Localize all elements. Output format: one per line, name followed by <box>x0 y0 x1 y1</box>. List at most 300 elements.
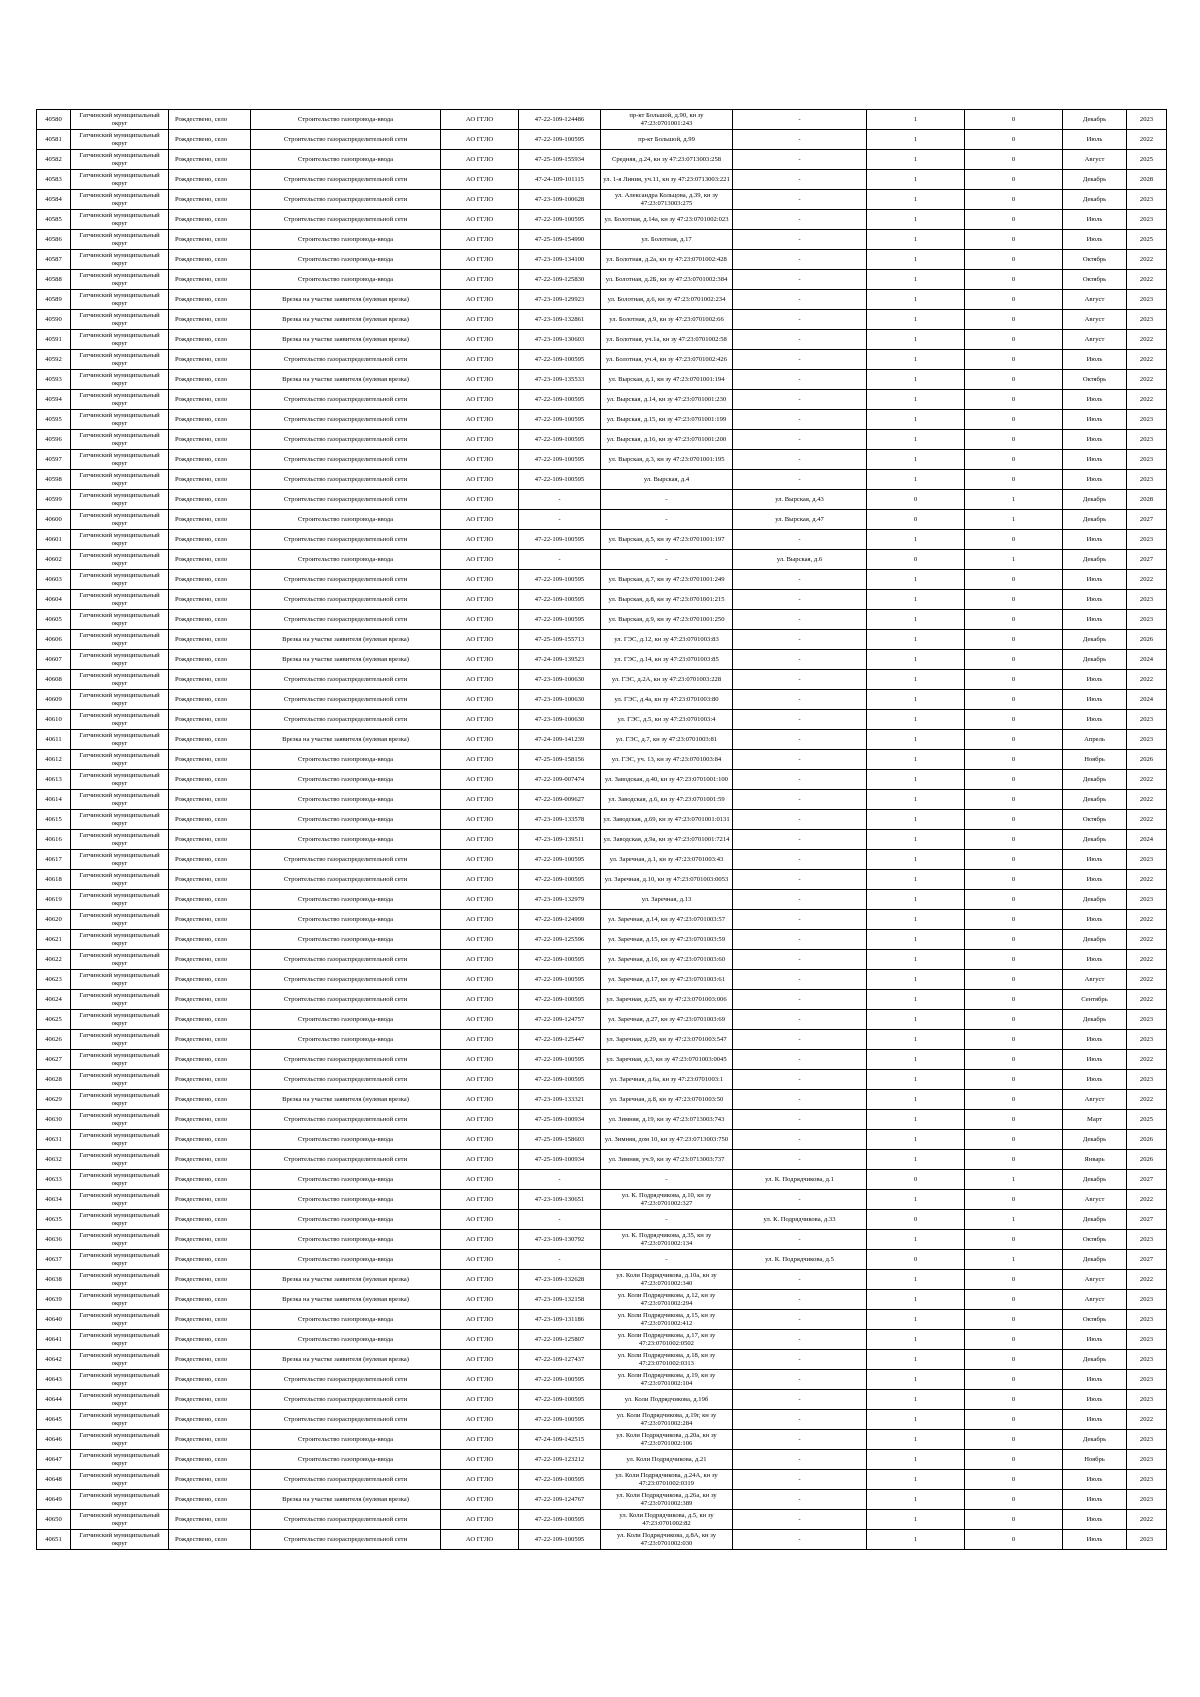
cell-org: АО ГГЛО <box>441 190 519 210</box>
cell-num: 40649 <box>37 1490 71 1510</box>
cell-work: Строительство газораспределительной сети <box>251 1150 441 1170</box>
cell-settlement: Рождествено, село <box>169 1030 251 1050</box>
table-row <box>37 890 1167 910</box>
cell-num: 40604 <box>37 590 71 610</box>
cell-q2: 0 <box>965 230 1063 250</box>
table-row <box>37 210 1167 230</box>
cell-settlement: Рождествено, село <box>169 1190 251 1210</box>
cell-district: Гатчинский муниципальный округ <box>71 570 169 590</box>
cell-district: Гатчинский муниципальный округ <box>71 1310 169 1330</box>
cell-settlement: Рождествено, село <box>169 1250 251 1270</box>
cell-month: Июль <box>1063 850 1127 870</box>
cell-q2: 0 <box>965 730 1063 750</box>
cell-month: Июль <box>1063 1410 1127 1430</box>
cell-month: Декабрь <box>1063 190 1127 210</box>
cell-district: Гатчинский муниципальный округ <box>71 1150 169 1170</box>
cell-work: Строительство газопровода-ввода <box>251 1310 441 1330</box>
cell-q1: 1 <box>867 430 965 450</box>
cell-year: 2027 <box>1127 550 1167 570</box>
cell-year: 2022 <box>1127 910 1167 930</box>
cell-year: 2022 <box>1127 370 1167 390</box>
cell-ticket: 47-23-109-130792 <box>519 1230 601 1250</box>
cell-q1: 1 <box>867 730 965 750</box>
cell-work: Строительство газораспределительной сети <box>251 850 441 870</box>
cell-address_new: ул. К. Подрядчикова, д.33 <box>733 1210 867 1230</box>
table-row <box>37 990 1167 1010</box>
cell-year: 2024 <box>1127 650 1167 670</box>
cell-settlement: Рождествено, село <box>169 250 251 270</box>
cell-work: Строительство газораспределительной сети <box>251 1390 441 1410</box>
cell-q1: 1 <box>867 850 965 870</box>
table-row <box>37 1230 1167 1250</box>
cell-q2: 0 <box>965 810 1063 830</box>
cell-num: 40622 <box>37 950 71 970</box>
cell-month: Июль <box>1063 690 1127 710</box>
cell-month: Июль <box>1063 670 1127 690</box>
cell-work: Строительство газораспределительной сети <box>251 690 441 710</box>
cell-address_new: - <box>733 1370 867 1390</box>
cell-month: Декабрь <box>1063 170 1127 190</box>
cell-month: Июль <box>1063 1490 1127 1510</box>
cell-address: ул. К. Подрядчикова, д.35, кн зу 47:23:0701002:134 <box>601 1230 733 1250</box>
table-row <box>37 730 1167 750</box>
cell-settlement: Рождествено, село <box>169 850 251 870</box>
cell-q1: 1 <box>867 1470 965 1490</box>
cell-district: Гатчинский муниципальный округ <box>71 1490 169 1510</box>
cell-year: 2023 <box>1127 210 1167 230</box>
cell-address: ул. Болотная, д.14а, кн зу 47:23:0701002:023 <box>601 210 733 230</box>
cell-q1: 1 <box>867 1230 965 1250</box>
cell-q2: 0 <box>965 1290 1063 1310</box>
table-row <box>37 1050 1167 1070</box>
cell-district: Гатчинский муниципальный округ <box>71 1230 169 1250</box>
cell-ticket: 47-23-109-134100 <box>519 250 601 270</box>
cell-address_new: - <box>733 1050 867 1070</box>
cell-month: Июль <box>1063 870 1127 890</box>
cell-settlement: Рождествено, село <box>169 1070 251 1090</box>
cell-q2: 0 <box>965 150 1063 170</box>
table-row <box>37 610 1167 630</box>
cell-address_new: - <box>733 870 867 890</box>
cell-org: АО ГГЛО <box>441 1250 519 1270</box>
cell-q2: 0 <box>965 310 1063 330</box>
cell-num: 40587 <box>37 250 71 270</box>
cell-q2: 0 <box>965 930 1063 950</box>
cell-ticket: 47-25-109-158603 <box>519 1130 601 1150</box>
table-row <box>37 550 1167 570</box>
cell-num: 40624 <box>37 990 71 1010</box>
cell-address: ул. Вырская, д.15, кн зу 47:23:0701001:199 <box>601 410 733 430</box>
cell-num: 40639 <box>37 1290 71 1310</box>
cell-month: Октябрь <box>1063 270 1127 290</box>
cell-q1: 1 <box>867 450 965 470</box>
cell-org: АО ГГЛО <box>441 650 519 670</box>
cell-address_new: - <box>733 1110 867 1130</box>
cell-month: Июль <box>1063 450 1127 470</box>
cell-num: 40590 <box>37 310 71 330</box>
cell-num: 40640 <box>37 1310 71 1330</box>
cell-ticket: 47-22-109-100595 <box>519 1530 601 1550</box>
cell-org: АО ГГЛО <box>441 1170 519 1190</box>
cell-year: 2022 <box>1127 930 1167 950</box>
cell-work: Строительство газораспределительной сети <box>251 1510 441 1530</box>
cell-work: Строительство газораспределительной сети <box>251 1070 441 1090</box>
cell-num: 40601 <box>37 530 71 550</box>
cell-address_new: - <box>733 850 867 870</box>
cell-org: АО ГГЛО <box>441 750 519 770</box>
cell-year: 2027 <box>1127 1170 1167 1190</box>
cell-work: Врезка на участке заявителя (нулевая врезка) <box>251 1350 441 1370</box>
table-row <box>37 1310 1167 1330</box>
cell-org: АО ГГЛО <box>441 490 519 510</box>
table-row <box>37 970 1167 990</box>
cell-ticket: 47-23-109-132158 <box>519 1290 601 1310</box>
cell-org: АО ГГЛО <box>441 970 519 990</box>
cell-address: ул. Коли Подрядчикова, д.5, кн зу 47:23:0701002:82 <box>601 1510 733 1530</box>
table-row <box>37 1210 1167 1230</box>
cell-q1: 1 <box>867 1390 965 1410</box>
cell-district: Гатчинский муниципальный округ <box>71 930 169 950</box>
cell-year: 2022 <box>1127 1510 1167 1530</box>
cell-address: ул. Заречная, д.25, кн зу 47:23:0701003:006 <box>601 990 733 1010</box>
cell-q1: 1 <box>867 910 965 930</box>
cell-settlement: Рождествено, село <box>169 670 251 690</box>
cell-q1: 1 <box>867 830 965 850</box>
table-row <box>37 1130 1167 1150</box>
cell-q1: 1 <box>867 1510 965 1530</box>
cell-year: 2022 <box>1127 950 1167 970</box>
cell-settlement: Рождествено, село <box>169 1010 251 1030</box>
cell-org: АО ГГЛО <box>441 610 519 630</box>
cell-org: АО ГГЛО <box>441 590 519 610</box>
cell-q2: 0 <box>965 570 1063 590</box>
cell-org: АО ГГЛО <box>441 1470 519 1490</box>
cell-address_new: - <box>733 290 867 310</box>
cell-num: 40617 <box>37 850 71 870</box>
cell-address_new: - <box>733 450 867 470</box>
cell-ticket: 47-25-109-100934 <box>519 1110 601 1130</box>
cell-num: 40630 <box>37 1110 71 1130</box>
cell-address_new: - <box>733 270 867 290</box>
cell-district: Гатчинский муниципальный округ <box>71 1190 169 1210</box>
cell-settlement: Рождествено, село <box>169 890 251 910</box>
cell-q1: 1 <box>867 470 965 490</box>
cell-q2: 1 <box>965 1170 1063 1190</box>
cell-settlement: Рождествено, село <box>169 610 251 630</box>
cell-ticket: 47-22-109-100595 <box>519 590 601 610</box>
cell-address_new: - <box>733 1510 867 1530</box>
cell-org: АО ГГЛО <box>441 150 519 170</box>
cell-address_new: - <box>733 990 867 1010</box>
cell-year: 2022 <box>1127 350 1167 370</box>
cell-month: Ноябрь <box>1063 1450 1127 1470</box>
cell-q1: 1 <box>867 570 965 590</box>
cell-q1: 1 <box>867 770 965 790</box>
cell-month: Декабрь <box>1063 930 1127 950</box>
cell-q2: 0 <box>965 1510 1063 1530</box>
cell-district: Гатчинский муниципальный округ <box>71 510 169 530</box>
cell-year: 2027 <box>1127 510 1167 530</box>
cell-settlement: Рождествено, село <box>169 1410 251 1430</box>
cell-work: Строительство газопровода-ввода <box>251 930 441 950</box>
cell-ticket: - <box>519 1250 601 1270</box>
cell-district: Гатчинский муниципальный округ <box>71 1210 169 1230</box>
cell-year: 2023 <box>1127 1310 1167 1330</box>
cell-ticket: 47-23-109-100630 <box>519 710 601 730</box>
cell-district: Гатчинский муниципальный округ <box>71 1130 169 1150</box>
cell-q2: 0 <box>965 370 1063 390</box>
cell-year: 2023 <box>1127 1450 1167 1470</box>
cell-district: Гатчинский муниципальный округ <box>71 1050 169 1070</box>
cell-address_new: - <box>733 190 867 210</box>
cell-work: Строительство газопровода-ввода <box>251 1430 441 1450</box>
cell-work: Врезка на участке заявителя (нулевая врезка) <box>251 330 441 350</box>
cell-address_new: - <box>733 590 867 610</box>
cell-district: Гатчинский муниципальный округ <box>71 1410 169 1430</box>
cell-work: Строительство газораспределительной сети <box>251 170 441 190</box>
cell-month: Июль <box>1063 390 1127 410</box>
cell-settlement: Рождествено, село <box>169 730 251 750</box>
cell-org: АО ГГЛО <box>441 670 519 690</box>
cell-district: Гатчинский муниципальный округ <box>71 630 169 650</box>
cell-year: 2027 <box>1127 1210 1167 1230</box>
table-row <box>37 450 1167 470</box>
table-row <box>37 170 1167 190</box>
cell-q2: 0 <box>965 410 1063 430</box>
cell-num: 40608 <box>37 670 71 690</box>
cell-org: АО ГГЛО <box>441 470 519 490</box>
cell-num: 40606 <box>37 630 71 650</box>
cell-district: Гатчинский муниципальный округ <box>71 990 169 1010</box>
cell-org: АО ГГЛО <box>441 370 519 390</box>
cell-address: ул. 1-я Линия, уч.11, кн зу 47:23:0713003:221 <box>601 170 733 190</box>
cell-q1: 1 <box>867 870 965 890</box>
cell-num: 40615 <box>37 810 71 830</box>
cell-month: Октябрь <box>1063 1230 1127 1250</box>
table-row <box>37 1390 1167 1410</box>
table-row <box>37 1190 1167 1210</box>
cell-num: 40589 <box>37 290 71 310</box>
cell-month: Август <box>1063 970 1127 990</box>
cell-ticket: 47-25-109-155934 <box>519 150 601 170</box>
cell-num: 40602 <box>37 550 71 570</box>
cell-ticket: 47-23-109-133578 <box>519 810 601 830</box>
cell-work: Строительство газопровода-ввода <box>251 1330 441 1350</box>
cell-address_new: - <box>733 350 867 370</box>
cell-year: 2022 <box>1127 770 1167 790</box>
cell-district: Гатчинский муниципальный округ <box>71 150 169 170</box>
cell-district: Гатчинский муниципальный округ <box>71 130 169 150</box>
cell-address_new: - <box>733 1310 867 1330</box>
cell-month: Июль <box>1063 1050 1127 1070</box>
cell-address_new: - <box>733 570 867 590</box>
cell-settlement: Рождествено, село <box>169 930 251 950</box>
cell-year: 2022 <box>1127 810 1167 830</box>
cell-q1: 1 <box>867 790 965 810</box>
cell-ticket: 47-22-109-100595 <box>519 530 601 550</box>
cell-address: ул. Коли Подрядчикова, д.17, кн зу 47:23:0701002:0502 <box>601 1330 733 1350</box>
cell-org: АО ГГЛО <box>441 330 519 350</box>
cell-address: ул. Заводская, д.9а, кн зу 47:23:0701001:7214 <box>601 830 733 850</box>
cell-work: Строительство газопровода-ввода <box>251 1170 441 1190</box>
cell-settlement: Рождествено, село <box>169 650 251 670</box>
cell-address_new: - <box>733 690 867 710</box>
cell-org: АО ГГЛО <box>441 550 519 570</box>
cell-ticket: 47-22-109-100595 <box>519 1510 601 1530</box>
cell-month: Декабрь <box>1063 110 1127 130</box>
table-row <box>37 830 1167 850</box>
cell-settlement: Рождествено, село <box>169 870 251 890</box>
cell-district: Гатчинский муниципальный округ <box>71 1010 169 1030</box>
cell-ticket: - <box>519 1170 601 1190</box>
cell-address_new: - <box>733 970 867 990</box>
table-row <box>37 250 1167 270</box>
cell-work: Строительство газопровода-ввода <box>251 770 441 790</box>
cell-district: Гатчинский муниципальный округ <box>71 430 169 450</box>
cell-address_new: - <box>733 790 867 810</box>
cell-q1: 1 <box>867 1350 965 1370</box>
cell-q1: 1 <box>867 610 965 630</box>
cell-work: Строительство газопровода-ввода <box>251 750 441 770</box>
table-row <box>37 650 1167 670</box>
cell-q1: 1 <box>867 1530 965 1550</box>
cell-year: 2022 <box>1127 250 1167 270</box>
cell-address_new: - <box>733 390 867 410</box>
cell-num: 40607 <box>37 650 71 670</box>
cell-ticket: 47-22-109-124767 <box>519 1490 601 1510</box>
cell-num: 40629 <box>37 1090 71 1110</box>
cell-org: АО ГГЛО <box>441 1070 519 1090</box>
cell-q1: 1 <box>867 750 965 770</box>
cell-q2: 0 <box>965 330 1063 350</box>
table-row <box>37 270 1167 290</box>
cell-org: АО ГГЛО <box>441 1270 519 1290</box>
cell-num: 40612 <box>37 750 71 770</box>
table-row <box>37 630 1167 650</box>
cell-settlement: Рождествено, село <box>169 1210 251 1230</box>
cell-year: 2022 <box>1127 1270 1167 1290</box>
cell-org: АО ГГЛО <box>441 1310 519 1330</box>
cell-org: АО ГГЛО <box>441 1490 519 1510</box>
cell-q2: 0 <box>965 850 1063 870</box>
cell-ticket: 47-22-109-100595 <box>519 1390 601 1410</box>
cell-month: Декабрь <box>1063 510 1127 530</box>
cell-q2: 0 <box>965 1150 1063 1170</box>
cell-address_new: - <box>733 1290 867 1310</box>
cell-q1: 0 <box>867 510 965 530</box>
table-row <box>37 1150 1167 1170</box>
cell-settlement: Рождествено, село <box>169 350 251 370</box>
cell-address_new: - <box>733 610 867 630</box>
cell-org: АО ГГЛО <box>441 130 519 150</box>
cell-settlement: Рождествено, село <box>169 450 251 470</box>
cell-org: АО ГГЛО <box>441 1290 519 1310</box>
cell-settlement: Рождествено, село <box>169 630 251 650</box>
cell-settlement: Рождествено, село <box>169 830 251 850</box>
cell-q1: 1 <box>867 270 965 290</box>
cell-year: 2023 <box>1127 1290 1167 1310</box>
cell-ticket: 47-22-109-125830 <box>519 270 601 290</box>
cell-q2: 1 <box>965 490 1063 510</box>
cell-district: Гатчинский муниципальный округ <box>71 1430 169 1450</box>
cell-work: Врезка на участке заявителя (нулевая врезка) <box>251 1090 441 1110</box>
cell-address_new: - <box>733 950 867 970</box>
cell-district: Гатчинский муниципальный округ <box>71 470 169 490</box>
cell-ticket: - <box>519 490 601 510</box>
cell-district: Гатчинский муниципальный округ <box>71 1390 169 1410</box>
cell-address: ул. Зимняя, дом 10, кн зу 47:23:0713003:750 <box>601 1130 733 1150</box>
cell-work: Строительство газораспределительной сети <box>251 1110 441 1130</box>
cell-q2: 0 <box>965 430 1063 450</box>
cell-month: Декабрь <box>1063 1210 1127 1230</box>
cell-settlement: Рождествено, село <box>169 390 251 410</box>
cell-address_new: - <box>733 890 867 910</box>
cell-month: Декабрь <box>1063 490 1127 510</box>
cell-address: ул. Вырская, д.9, кн зу 47:23:0701001:250 <box>601 610 733 630</box>
cell-address_new: - <box>733 1490 867 1510</box>
cell-num: 40592 <box>37 350 71 370</box>
cell-q1: 1 <box>867 590 965 610</box>
cell-work: Строительство газопровода-ввода <box>251 510 441 530</box>
cell-district: Гатчинский муниципальный округ <box>71 970 169 990</box>
cell-org: АО ГГЛО <box>441 910 519 930</box>
cell-month: Декабрь <box>1063 830 1127 850</box>
cell-q2: 0 <box>965 790 1063 810</box>
cell-num: 40593 <box>37 370 71 390</box>
cell-address_new: - <box>733 1330 867 1350</box>
cell-address: ул. Вырская, д.14, кн зу 47:23:0701001:230 <box>601 390 733 410</box>
cell-q1: 1 <box>867 930 965 950</box>
cell-month: Январь <box>1063 1150 1127 1170</box>
cell-work: Строительство газопровода-ввода <box>251 230 441 250</box>
cell-settlement: Рождествено, село <box>169 990 251 1010</box>
cell-q1: 1 <box>867 990 965 1010</box>
cell-ticket: 47-22-109-100595 <box>519 130 601 150</box>
table-row <box>37 510 1167 530</box>
cell-ticket: 47-24-109-142515 <box>519 1430 601 1450</box>
cell-address: ул. Болотная, д.17 <box>601 230 733 250</box>
cell-district: Гатчинский муниципальный округ <box>71 890 169 910</box>
cell-district: Гатчинский муниципальный округ <box>71 1070 169 1090</box>
cell-address_new: - <box>733 530 867 550</box>
cell-q1: 1 <box>867 950 965 970</box>
cell-num: 40646 <box>37 1430 71 1450</box>
cell-year: 2023 <box>1127 1030 1167 1050</box>
cell-address: ул. ГЭС, д.7, кн зу 47:23:0701003:81 <box>601 730 733 750</box>
table-row <box>37 1450 1167 1470</box>
cell-num: 40584 <box>37 190 71 210</box>
cell-num: 40619 <box>37 890 71 910</box>
cell-district: Гатчинский муниципальный округ <box>71 390 169 410</box>
cell-q2: 1 <box>965 550 1063 570</box>
cell-q2: 0 <box>965 1070 1063 1090</box>
cell-address_new: - <box>733 410 867 430</box>
cell-org: АО ГГЛО <box>441 1530 519 1550</box>
cell-month: Июль <box>1063 130 1127 150</box>
cell-district: Гатчинский муниципальный округ <box>71 1270 169 1290</box>
cell-address: пр-кт Большой, д.99 <box>601 130 733 150</box>
cell-year: 2026 <box>1127 1130 1167 1150</box>
cell-settlement: Рождествено, село <box>169 770 251 790</box>
cell-address: ул. Заречная, д.29, кн зу 47:23:0701003:547 <box>601 1030 733 1050</box>
cell-org: АО ГГЛО <box>441 290 519 310</box>
cell-address: ул. Коли Подрядчикова, д.19б <box>601 1390 733 1410</box>
cell-address: ул. Коли Подрядчикова, д.10а, кн зу 47:23:0701002:340 <box>601 1270 733 1290</box>
cell-address: ул. Коли Подрядчикова, д.18, кн зу 47:23:0701002:0313 <box>601 1350 733 1370</box>
cell-num: 40580 <box>37 110 71 130</box>
cell-address_new: - <box>733 130 867 150</box>
cell-address_new: - <box>733 730 867 750</box>
